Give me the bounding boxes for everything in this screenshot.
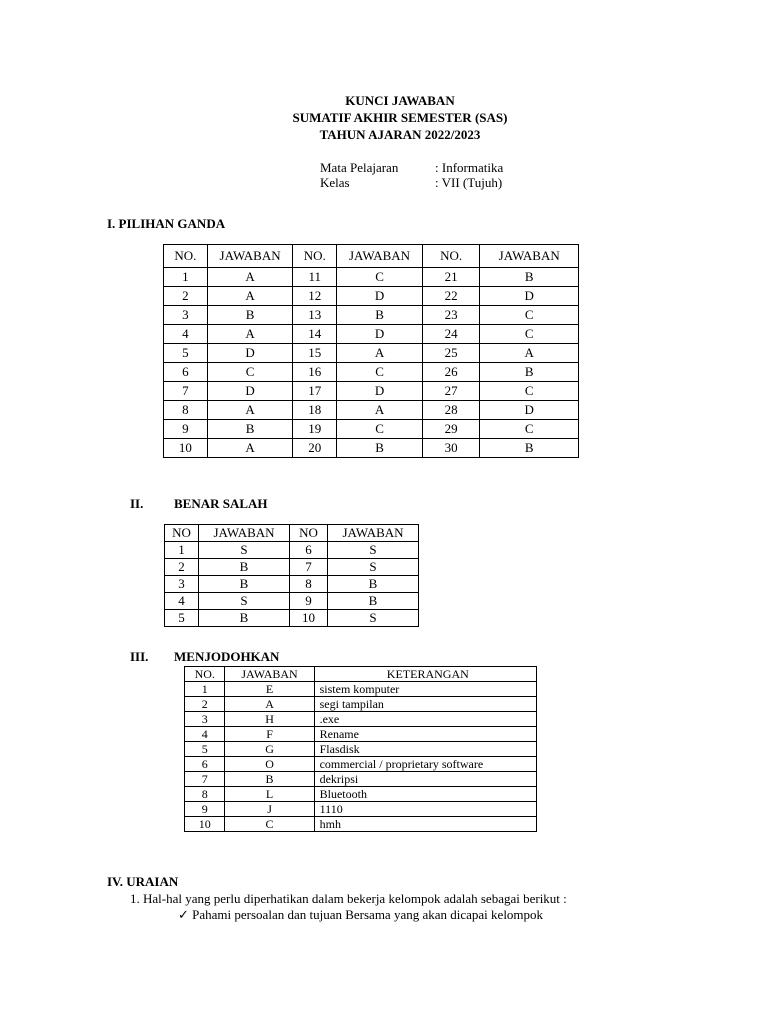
table-cell: E <box>225 682 314 697</box>
table-cell: C <box>480 306 579 325</box>
table-cell: segi tampilan <box>314 697 536 712</box>
table-cell: F <box>225 727 314 742</box>
table-header-cell: JAWABAN <box>199 525 290 542</box>
true-false-table <box>164 524 419 627</box>
table-cell: 7 <box>290 559 328 576</box>
table-row <box>185 697 537 712</box>
table-cell: 9 <box>164 420 208 439</box>
table-row <box>164 306 579 325</box>
table-cell: 26 <box>422 363 480 382</box>
table-header-cell: JAWABAN <box>328 525 419 542</box>
table-cell: A <box>207 268 293 287</box>
table-cell: S <box>199 542 290 559</box>
table-cell: 16 <box>293 363 337 382</box>
doc-title-line-1: KUNCI JAWABAN <box>345 93 455 108</box>
table-cell: 18 <box>293 401 337 420</box>
table-cell: D <box>337 287 423 306</box>
table-cell: 11 <box>293 268 337 287</box>
table-row <box>185 757 537 772</box>
table-cell: C <box>337 363 423 382</box>
table-cell: D <box>480 401 579 420</box>
table-cell: 29 <box>422 420 480 439</box>
table-header-cell: NO. <box>293 245 337 268</box>
table-row <box>185 772 537 787</box>
table-header-cell: JAWABAN <box>225 667 314 682</box>
section-4-title: IV. URAIAN <box>107 874 179 889</box>
table-cell: D <box>207 344 293 363</box>
table-row <box>185 712 537 727</box>
table-cell: A <box>337 401 423 420</box>
table-cell: 22 <box>422 287 480 306</box>
table-header-cell: NO. <box>422 245 480 268</box>
table-row <box>164 401 579 420</box>
table-header-cell: NO. <box>185 667 225 682</box>
doc-title-line-3: TAHUN AJARAN 2022/2023 <box>319 127 481 142</box>
table-row <box>164 287 579 306</box>
table-cell: S <box>328 559 419 576</box>
table-row <box>164 344 579 363</box>
table-cell: 9 <box>185 802 225 817</box>
table-header-cell: KETERANGAN <box>314 667 536 682</box>
table-cell: B <box>199 559 290 576</box>
table-cell: 2 <box>165 559 199 576</box>
table-cell: 12 <box>293 287 337 306</box>
table-cell: 6 <box>290 542 328 559</box>
table-cell: 4 <box>164 325 208 344</box>
table-cell: 3 <box>165 576 199 593</box>
table-cell: 8 <box>290 576 328 593</box>
table-cell: Flasdisk <box>314 742 536 757</box>
table-cell: D <box>207 382 293 401</box>
table-cell: 1 <box>165 542 199 559</box>
table-row <box>165 576 419 593</box>
table-row <box>165 542 419 559</box>
doc-title-line-2: SUMATIF AKHIR SEMESTER (SAS) <box>292 110 508 125</box>
class-label: Kelas <box>320 175 350 190</box>
table-cell: 5 <box>164 344 208 363</box>
table-cell: commercial / proprietary software <box>314 757 536 772</box>
table-row <box>185 682 537 697</box>
class-value: : VII (Tujuh) <box>435 175 503 190</box>
section-3-title: MENJODOHKAN <box>174 649 280 664</box>
table-header-cell: NO. <box>164 245 208 268</box>
section-2-title: BENAR SALAH <box>174 496 268 511</box>
table-cell: dekripsi <box>314 772 536 787</box>
table-header-cell: JAWABAN <box>480 245 579 268</box>
table-row <box>164 268 579 287</box>
table-cell: C <box>480 325 579 344</box>
table-cell: B <box>337 439 423 458</box>
table-cell: D <box>337 325 423 344</box>
table-cell: sistem komputer <box>314 682 536 697</box>
table-cell: S <box>328 542 419 559</box>
table-cell: S <box>328 610 419 627</box>
table-cell: 6 <box>164 363 208 382</box>
table-cell: 21 <box>422 268 480 287</box>
table-cell: D <box>337 382 423 401</box>
table-cell: 8 <box>164 401 208 420</box>
table-cell: 23 <box>422 306 480 325</box>
table-header-cell: NO <box>165 525 199 542</box>
table-cell: 1 <box>164 268 208 287</box>
table-cell: 13 <box>293 306 337 325</box>
table-cell: 10 <box>290 610 328 627</box>
table-header-cell: NO <box>290 525 328 542</box>
table-row <box>165 593 419 610</box>
table-cell: B <box>207 306 293 325</box>
table-cell: 20 <box>293 439 337 458</box>
table-row <box>185 727 537 742</box>
table-cell: 7 <box>164 382 208 401</box>
table-header-cell: JAWABAN <box>337 245 423 268</box>
table-row <box>164 382 579 401</box>
table-cell: Rename <box>314 727 536 742</box>
table-row <box>185 742 537 757</box>
table-cell: 6 <box>185 757 225 772</box>
table-cell: 1 <box>185 682 225 697</box>
matching-table <box>184 666 537 832</box>
table-cell: B <box>337 306 423 325</box>
subject-value: : Informatika <box>435 160 504 175</box>
section-2-num: II. <box>130 496 144 511</box>
table-header-row <box>185 667 537 682</box>
table-cell: B <box>207 420 293 439</box>
table-cell: 2 <box>185 697 225 712</box>
table-cell: A <box>207 401 293 420</box>
table-cell: G <box>225 742 314 757</box>
table-cell: H <box>225 712 314 727</box>
table-row <box>164 439 579 458</box>
table-cell: hmh <box>314 817 536 832</box>
table-cell: A <box>207 325 293 344</box>
table-cell: 15 <box>293 344 337 363</box>
table-cell: 3 <box>164 306 208 325</box>
section-1-title: I. PILIHAN GANDA <box>107 216 226 231</box>
table-cell: 3 <box>185 712 225 727</box>
table-cell: A <box>225 697 314 712</box>
table-cell: B <box>480 439 579 458</box>
table-cell: 28 <box>422 401 480 420</box>
table-cell: Bluetooth <box>314 787 536 802</box>
table-cell: 17 <box>293 382 337 401</box>
table-cell: C <box>337 420 423 439</box>
table-cell: 14 <box>293 325 337 344</box>
table-cell: 30 <box>422 439 480 458</box>
table-header-cell: JAWABAN <box>207 245 293 268</box>
table-cell: D <box>480 287 579 306</box>
table-row <box>164 363 579 382</box>
table-cell: 27 <box>422 382 480 401</box>
table-cell: 10 <box>185 817 225 832</box>
table-row <box>185 802 537 817</box>
table-cell: A <box>207 439 293 458</box>
table-cell: S <box>199 593 290 610</box>
table-header-row <box>165 525 419 542</box>
table-cell: C <box>480 420 579 439</box>
table-row <box>164 420 579 439</box>
table-cell: 24 <box>422 325 480 344</box>
multiple-choice-table <box>163 244 579 458</box>
table-cell: C <box>480 382 579 401</box>
table-row <box>165 559 419 576</box>
subject-label: Mata Pelajaran <box>320 160 399 175</box>
table-cell: 4 <box>165 593 199 610</box>
table-header-row <box>164 245 579 268</box>
table-cell: .exe <box>314 712 536 727</box>
table-row <box>165 610 419 627</box>
table-cell: 5 <box>165 610 199 627</box>
table-cell: L <box>225 787 314 802</box>
table-cell: A <box>337 344 423 363</box>
table-cell: 9 <box>290 593 328 610</box>
section-3-num: III. <box>130 649 149 664</box>
table-cell: 5 <box>185 742 225 757</box>
table-cell: A <box>207 287 293 306</box>
table-cell: 7 <box>185 772 225 787</box>
table-cell: C <box>337 268 423 287</box>
table-cell: B <box>225 772 314 787</box>
table-cell: J <box>225 802 314 817</box>
table-cell: 4 <box>185 727 225 742</box>
table-cell: B <box>199 610 290 627</box>
table-cell: C <box>207 363 293 382</box>
checkmark-icon: ✓ <box>178 907 189 922</box>
table-cell: 2 <box>164 287 208 306</box>
table-cell: C <box>225 817 314 832</box>
table-row <box>185 787 537 802</box>
essay-item-1: 1. Hal-hal yang perlu diperhatikan dalam bekerja kelompok adalah sebagai berikut : <box>130 891 567 906</box>
essay-bullet-1 <box>178 907 543 922</box>
meta-block <box>320 160 503 190</box>
table-cell: A <box>480 344 579 363</box>
table-cell: B <box>199 576 290 593</box>
table-cell: 8 <box>185 787 225 802</box>
table-cell: B <box>480 268 579 287</box>
table-cell: B <box>480 363 579 382</box>
table-cell: 19 <box>293 420 337 439</box>
table-cell: B <box>328 593 419 610</box>
table-cell: O <box>225 757 314 772</box>
table-cell: 10 <box>164 439 208 458</box>
essay-bullet-1-text: Pahami persoalan dan tujuan Bersama yang akan dicapai kelompok <box>192 907 544 922</box>
table-cell: B <box>328 576 419 593</box>
table-cell: 1110 <box>314 802 536 817</box>
table-row <box>164 325 579 344</box>
table-cell: 25 <box>422 344 480 363</box>
table-row <box>185 817 537 832</box>
